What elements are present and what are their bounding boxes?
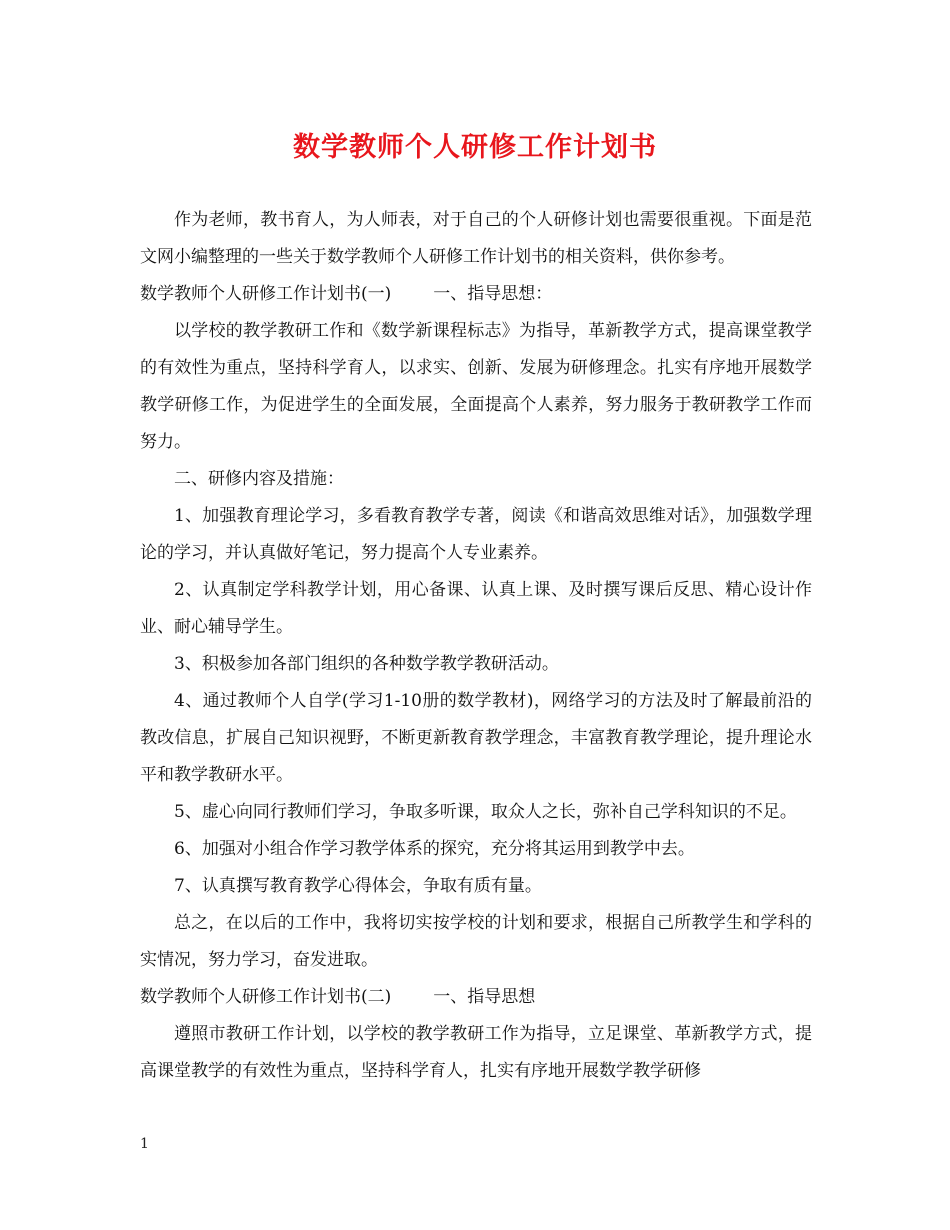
measure-item: 6、加强对小组合作学习教学体系的探究，充分将其运用到教学中去。	[174, 839, 695, 859]
section-2-guiding-paragraph: 遵照市教研工作计划，以学校的教学教研工作为指导，立足课堂、革新教学方式，提高课堂教学的有效性为重点，坚持科学育人，扎实有序地开展数学教学研修	[140, 1024, 812, 1081]
section-1-heading-line	[140, 276, 812, 313]
section-2-heading: 数学教师个人研修工作计划书(二)	[140, 987, 392, 1007]
measure-item: 4、通过教师个人自学(学习1-10册的数学教材)，网络学习的方法及时了解最前沿的教改信息，扩展自己知识视野，不断更新教育教学理念，丰富教育教学理论，提升理论水平和教学教研水平。	[140, 691, 812, 785]
section-1-subheading: 一、指导思想：	[433, 284, 553, 304]
measure-item: 3、积极参加各部门组织的各种数学教学教研活动。	[174, 654, 559, 674]
section-2-heading-line	[140, 979, 812, 1016]
measure-item: 2、认真制定学科教学计划，用心备课、认真上课、及时撰写课后反思、精心设计作业、耐心辅导学生。	[140, 580, 812, 637]
measure-item: 7、认真撰写教育教学心得体会，争取有质有量。	[174, 876, 542, 896]
measure-item: 5、虚心向同行教师们学习，争取多听课，取众人之长，弥补自己学科知识的不足。	[174, 802, 797, 822]
section-1-heading: 数学教师个人研修工作计划书(一)	[140, 284, 392, 304]
document-body	[140, 202, 812, 1090]
section-1-guiding-paragraph: 以学校的教学教研工作和《数学新课程标志》为指导，革新教学方式，提高课堂教学的有效性为重点，坚持科学育人，以求实、创新、发展为研修理念。扎实有序地开展数学教学研修工作，为促进学生的全面发展，全面提高个人素养，努力服务于教研教学工作而努力。	[140, 321, 812, 452]
intro-paragraph: 作为老师，教书育人，为人师表，对于自己的个人研修计划也需要很重视。下面是范文网小编整理的一些关于数学教师个人研修工作计划书的相关资料，供你参考。	[140, 210, 812, 267]
document-title: 数学教师个人研修工作计划书	[293, 132, 657, 163]
measures-heading: 二、研修内容及措施：	[174, 469, 344, 489]
measure-item: 1、加强教育理论学习，多看教育教学专著，阅读《和谐高效思维对话》，加强数学理论的学习，并认真做好笔记，努力提高个人专业素养。	[140, 506, 812, 563]
section-2-subheading: 一、指导思想	[433, 987, 536, 1007]
page-number: 1	[140, 1136, 149, 1152]
conclusion-paragraph: 总之，在以后的工作中，我将切实按学校的计划和要求，根据自己所教学生和学科的实情况，努力学习，奋发进取。	[140, 913, 812, 970]
